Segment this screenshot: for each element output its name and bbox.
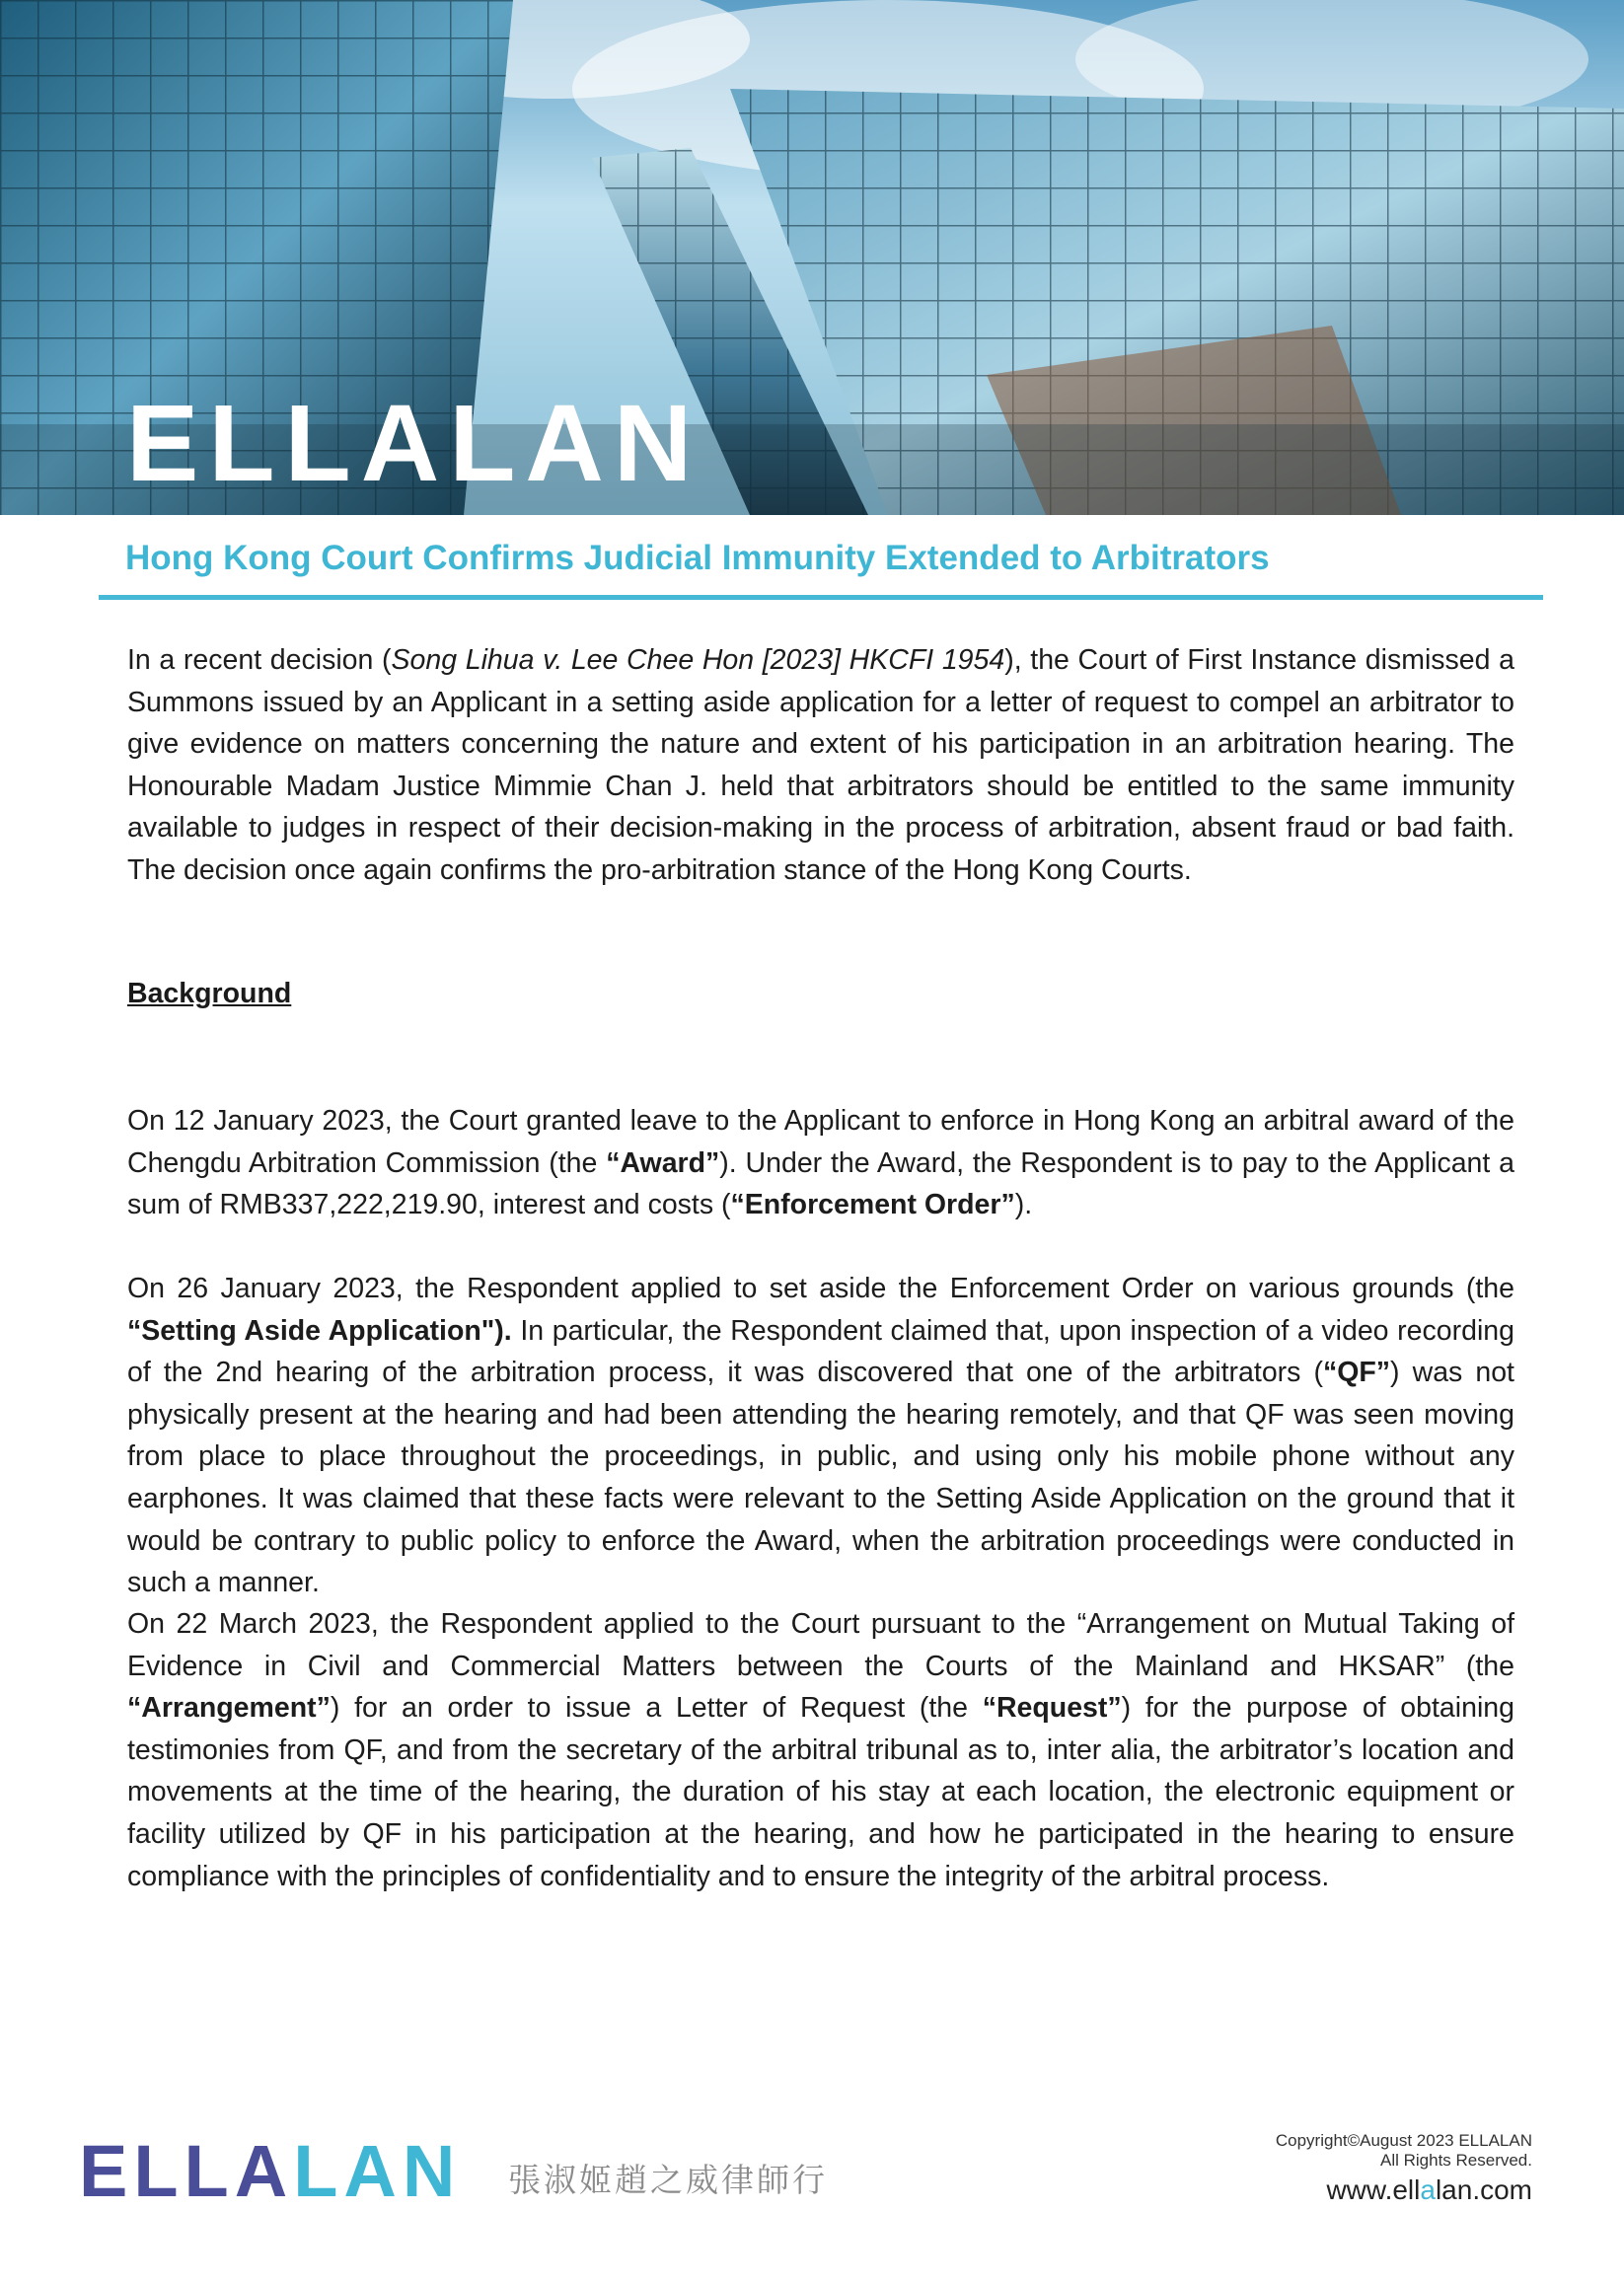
website-link[interactable]	[1326, 2174, 1532, 2206]
para3-text-1: On 22 March 2023, the Respondent applied to the Court pursuant to the “Arrangement on Mutual Taking of Evidence in Civil and Commercial Matters between the Courts of the Mainland and HKSAR” (the	[127, 1608, 1514, 1682]
para1-text-2: ). Under the Award, the Respondent is to pay to the Applicant a sum of RMB337,222,219.90, interest and costs (	[127, 1146, 1514, 1221]
para1-bold-award: “Award”	[606, 1146, 720, 1179]
background-paragraph-3	[127, 1603, 1514, 1897]
intro-paragraph	[127, 639, 1514, 892]
background-paragraph-1	[127, 1100, 1514, 1226]
footer-logo	[79, 2130, 462, 2212]
background-paragraph-2	[127, 1268, 1514, 1604]
case-citation: Song Lihua v. Lee Chee Hon [2023] HKCFI 1954	[391, 644, 1005, 676]
para3-text-2: ) for an order to issue a Letter of Request (the	[330, 1692, 983, 1725]
copyright-line-1: Copyright©August 2023 ELLALAN	[1275, 2131, 1532, 2150]
background-heading: Background	[127, 978, 292, 1009]
footer-logo-ella: ELLA	[79, 2130, 294, 2212]
para3-bold-request: “Request”	[982, 1692, 1122, 1725]
para3-text-3: ) for the purpose of obtaining testimonies from QF, and from the secretary of the arbitral tribunal as to, inter alia, the arbitrator’s location and movements at the time of the hearing, the duration of his stay at each location, the electronic equipment or facility utilized by QF in his participation at the hearing, and how he participated in the hearing to ensure compliance with the principles of confidentiality and to ensure the integrity of the arbitral process.	[127, 1692, 1514, 1892]
firm-chinese-name: 張淑姬趙之威律師行	[508, 2161, 828, 2199]
para1-text-3: ).	[1014, 1189, 1033, 1221]
para2-text-3: ) was not physically present at the hearing and had been attending the hearing remotely, and that QF was seen moving from place to place throughout the proceedings, in public, and using only his mobile phone without any earphones. It was claimed that these facts were relevant to the Setting Aside Application on the ground that it would be contrary to public policy to enforce the Award, when the arbitration proceedings were conducted in such a manner.	[127, 1357, 1514, 1599]
para2-bold-setting-aside: “Setting Aside Application").	[127, 1314, 512, 1347]
document-title: Hong Kong Court Confirms Judicial Immunity Extended to Arbitrators	[125, 539, 1270, 577]
hero-logo: ELLALAN	[126, 383, 702, 504]
hero-banner-image	[0, 0, 1624, 515]
copyright-notice	[1276, 2131, 1532, 2171]
copyright-line-2: All Rights Reserved.	[1379, 2151, 1532, 2170]
website-text-accent: a	[1420, 2174, 1436, 2205]
para2-text-2: In particular, the Respondent claimed that, upon inspection of a video recording of the 2nd hearing of the arbitration process, it was discovered that one of the arbitrators (	[127, 1314, 1514, 1389]
title-divider	[99, 595, 1543, 600]
intro-text-pre: In a recent decision (	[127, 644, 392, 676]
para1-bold-enforcement-order: “Enforcement Order”	[730, 1189, 1015, 1221]
para1-text-1: On 12 January 2023, the Court granted leave to the Applicant to enforce in Hong Kong an arbitral award of the Chengdu Arbitration Commission (the	[127, 1105, 1514, 1179]
website-text-post: lan.com	[1435, 2174, 1532, 2205]
website-text-pre: www.ell	[1326, 2174, 1421, 2205]
footer-logo-lan: LAN	[293, 2130, 462, 2212]
para2-bold-qf: “QF”	[1322, 1357, 1391, 1389]
para2-text-1: On 26 January 2023, the Respondent applied to set aside the Enforcement Order on various grounds (the	[127, 1273, 1514, 1304]
para3-bold-arrangement: “Arrangement”	[127, 1692, 331, 1725]
intro-text-post: ), the Court of First Instance dismissed a Summons issued by an Applicant in a setting aside application for a letter of request to compel an arbitrator to give evidence on matters concerning the nature and extent of his participation in an arbitration hearing. The Honourable Madam Justice Mimmie Chan J. held that arbitrators should be entitled to the same immunity available to judges in respect of their decision-making in the process of arbitration, absent fraud or bad faith. The decision once again confirms the pro-arbitration stance of the Hong Kong Courts.	[127, 644, 1514, 886]
